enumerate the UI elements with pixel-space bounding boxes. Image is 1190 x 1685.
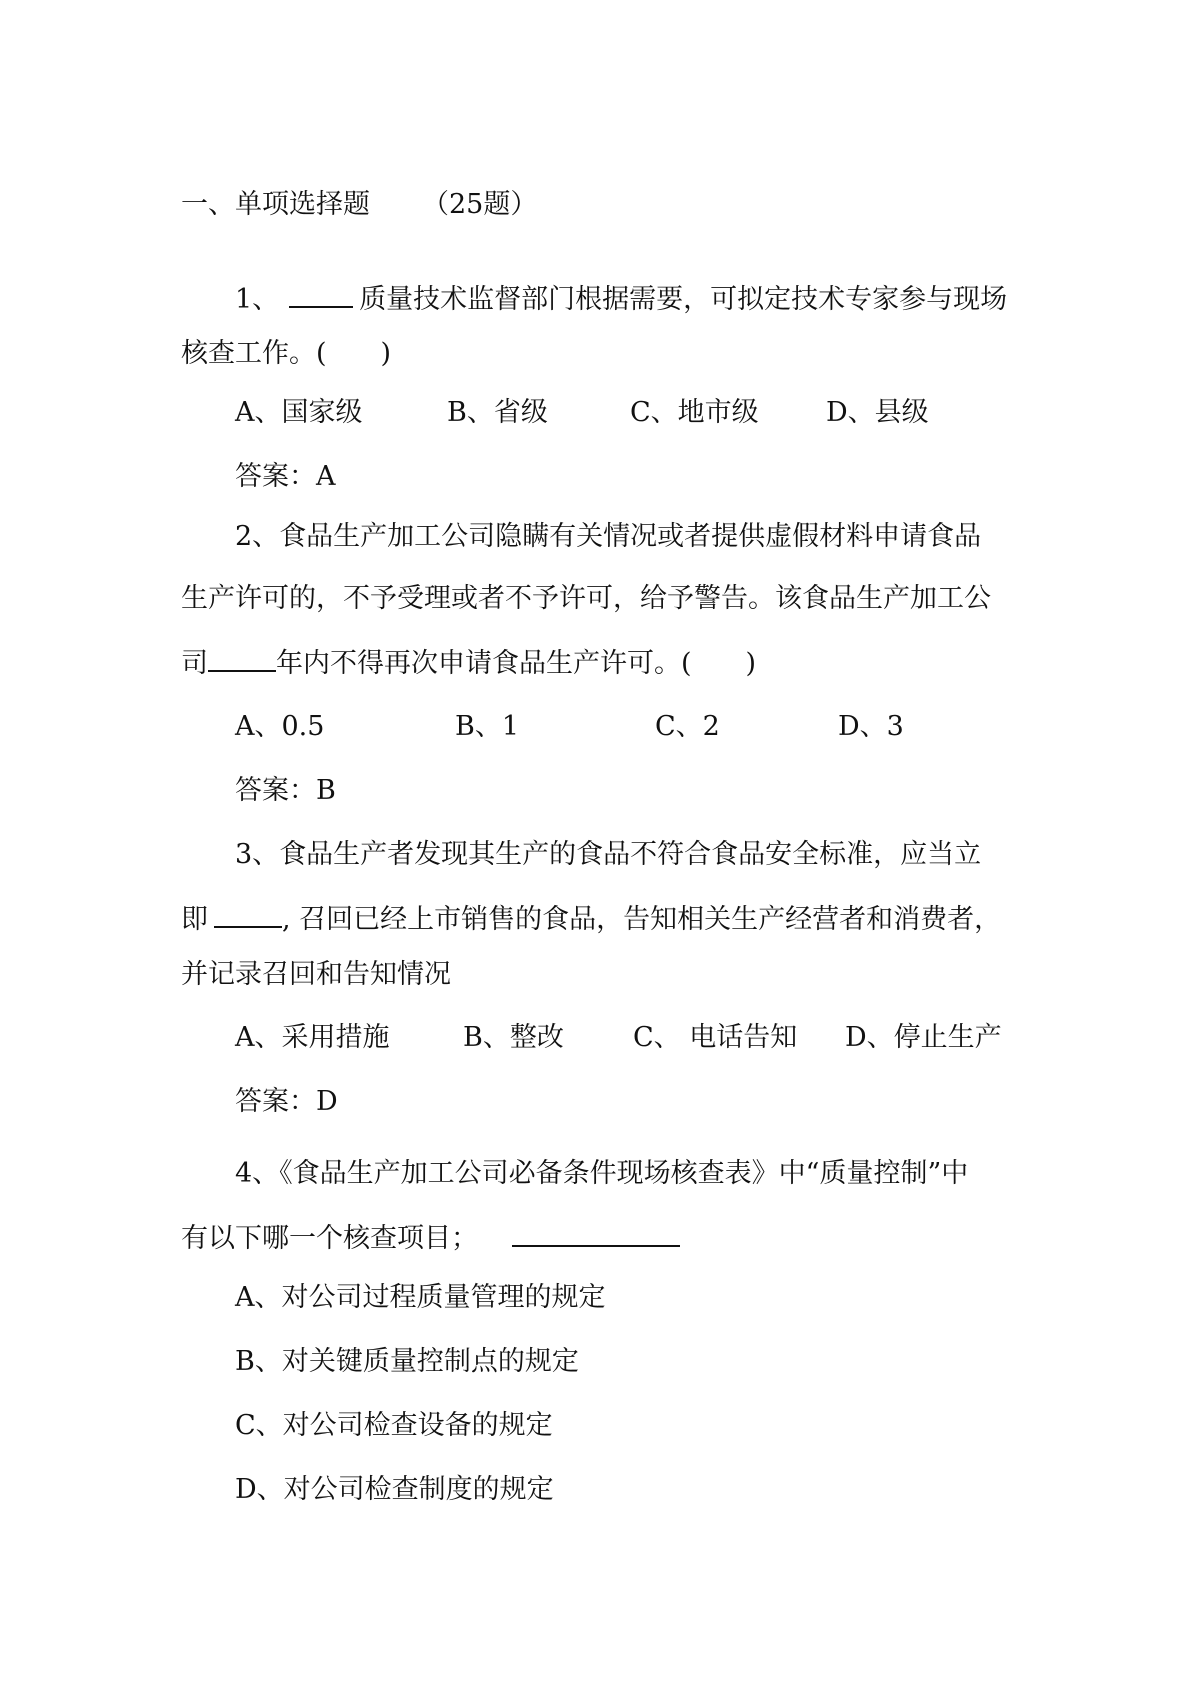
question-2-number: 2、 xyxy=(235,521,280,552)
question-4-blank xyxy=(512,1219,680,1247)
question-count: （25题） xyxy=(422,189,538,220)
question-3-option-b: B、整改 xyxy=(463,1022,564,1053)
question-4-option-d: D、对公司检查制度的规定 xyxy=(235,1474,554,1505)
question-3-blank xyxy=(214,900,282,928)
section-title: 一、单项选择题 xyxy=(181,189,370,220)
question-4-option-a: A、对公司过程质量管理的规定 xyxy=(235,1282,606,1313)
question-2-blank xyxy=(208,644,276,672)
question-2-option-a: A、0.5 xyxy=(235,711,325,742)
question-4-line-1: 4、《食品生产加工公司必备条件现场核查表》中“质量控制”中 xyxy=(235,1158,969,1189)
question-3-option-a: A、采用措施 xyxy=(235,1022,390,1053)
question-4-option-b: B、对关键质量控制点的规定 xyxy=(235,1346,579,1377)
question-2-option-c: C、2 xyxy=(655,711,720,742)
question-1-option-d: D、县级 xyxy=(826,397,929,428)
question-3-line-2: 即 , 召回已经上市销售的食品，告知相关生产经营者和消费者， xyxy=(181,900,1001,937)
question-3-line-1: 3、食品生产者发现其生产的食品不符合食品安全标准，应当立 xyxy=(235,839,982,870)
question-3-line-3: 并记录召回和告知情况 xyxy=(181,959,451,990)
question-1-blank xyxy=(289,280,353,308)
question-2-option-b: B、1 xyxy=(455,711,520,742)
question-3-answer: 答案：D xyxy=(235,1086,338,1117)
question-1-option-b: B、省级 xyxy=(447,397,548,428)
question-3-option-c: C、 电话告知 xyxy=(633,1022,798,1053)
question-2-line-1: 2、食品生产加工公司隐瞒有关情况或者提供虚假材料申请食品 xyxy=(235,521,982,552)
question-1-line-1: 1、 质量技术监督部门根据需要，可拟定技术专家参与现场 xyxy=(235,280,1007,317)
question-1-option-a: A、国家级 xyxy=(235,397,363,428)
question-2-line-2: 生产许可的，不予受理或者不予许可，给予警告。该食品生产加工公 xyxy=(181,583,991,614)
question-4-line-2: 有以下哪一个核查项目； xyxy=(181,1219,680,1256)
question-1-answer: 答案：A xyxy=(235,461,336,492)
question-2-option-d: D、3 xyxy=(838,711,904,742)
question-4-option-c: C、对公司检查设备的规定 xyxy=(235,1410,553,1441)
question-2-answer: 答案：B xyxy=(235,775,336,806)
section-heading xyxy=(181,188,537,222)
question-3-option-d: D、停止生产 xyxy=(845,1022,1002,1053)
question-1-number: 1、 xyxy=(235,284,280,315)
question-4-number: 4、 xyxy=(235,1158,280,1189)
question-1-line-2: 核查工作。( ) xyxy=(181,338,392,369)
question-1-option-c: C、地市级 xyxy=(630,397,759,428)
question-3-number: 3、 xyxy=(235,839,280,870)
question-2-line-3: 司 年内不得再次申请食品生产许可。( ) xyxy=(181,644,756,681)
